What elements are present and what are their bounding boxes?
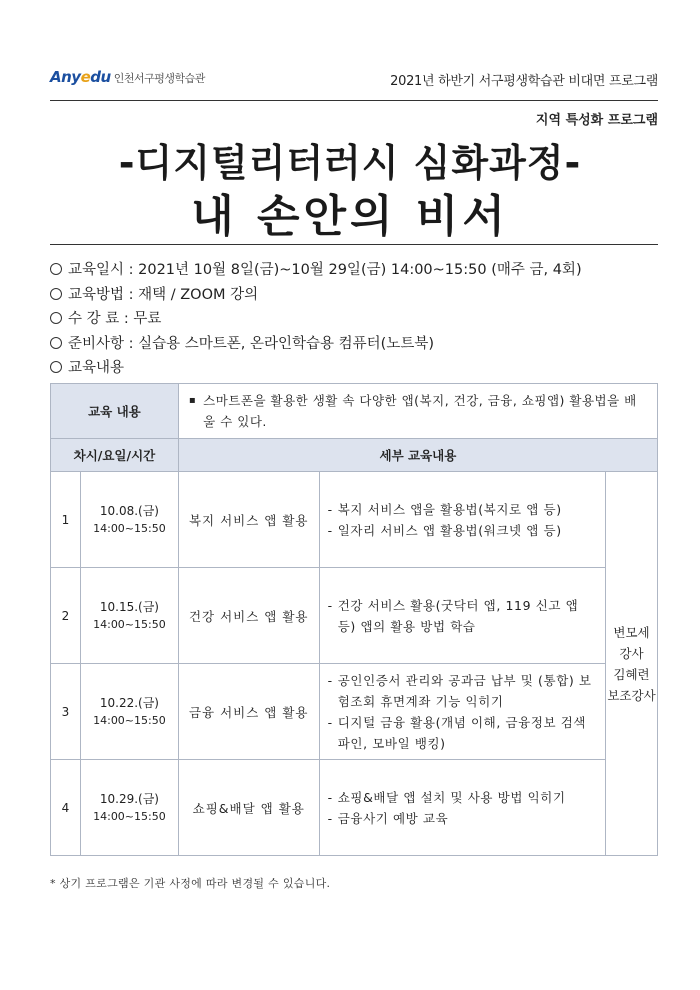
info-list: [50, 258, 660, 381]
schedule-table: [50, 383, 658, 856]
subtitle: 지역 특성화 프로그램: [535, 113, 658, 128]
info-preparation: 준비사항 : 실습용 스마트폰, 온라인학습용 컴퓨터(노트북): [50, 332, 660, 357]
session-number: 2: [51, 568, 81, 664]
table-row: [51, 568, 658, 664]
circle-bullet-icon: [50, 263, 62, 275]
institution-logo: [50, 68, 205, 86]
info-content: 교육내용: [50, 356, 660, 381]
content-description: ▪ 스마트폰을 활용한 생활 속 다양한 앱(복지, 건강, 금융, 쇼핑앱) 활용법을 배울 수 있다.: [178, 384, 657, 439]
session-topic: 쇼핑&배달 앱 활용: [178, 760, 319, 856]
session-details: - 공인인증서 관리와 공과금 납부 및 (통합) 보험조회 휴면계좌 기능 익히기 - 디지털 금융 활용(개념 이해, 금융정보 검색 파인, 모바일 뱅킹): [319, 664, 605, 760]
title-divider: [50, 244, 658, 245]
session-topic: 건강 서비스 앱 활용: [178, 568, 319, 664]
circle-bullet-icon: [50, 288, 62, 300]
session-details: - 복지 서비스 앱을 활용법(복지로 앱 등) - 일자리 서비스 앱 활용법(워크넷 앱 등): [319, 472, 605, 568]
circle-bullet-icon: [50, 312, 62, 324]
session-date: 10.29.(금) 14:00~15:50: [80, 760, 178, 856]
content-header: 교육 내용: [51, 384, 179, 439]
session-date: 10.22.(금) 14:00~15:50: [80, 664, 178, 760]
table-row: [51, 760, 658, 856]
content-row: [51, 384, 658, 439]
info-schedule: 교육일시 : 2021년 10월 8일(금)~10월 29일(금) 14:00~15:50 (매주 금, 4회): [50, 258, 660, 283]
session-topic: 복지 서비스 앱 활용: [178, 472, 319, 568]
col-detail-header: 세부 교육내용: [178, 439, 657, 472]
circle-bullet-icon: [50, 337, 62, 349]
page-header: [50, 62, 658, 102]
title-line-1: -디지털리터러시 심화과정-: [118, 141, 582, 185]
session-details: - 쇼핑&배달 앱 설치 및 사용 방법 익히기 - 금융사기 예방 교육: [319, 760, 605, 856]
column-header-row: [51, 439, 658, 472]
table-row: [51, 472, 658, 568]
col-session-header: 차시/요일/시간: [51, 439, 179, 472]
header-divider: [50, 100, 658, 101]
footnote: * 상기 프로그램은 기관 사정에 따라 변경될 수 있습니다.: [50, 877, 331, 890]
session-topic: 금융 서비스 앱 활용: [178, 664, 319, 760]
logo-org-name: 인천서구평생학습관: [113, 72, 205, 85]
info-method: 교육방법 : 재택 / ZOOM 강의: [50, 283, 660, 308]
program-label: 2021년 하반기 서구평생학습관 비대면 프로그램: [390, 74, 658, 89]
session-date: 10.15.(금) 14:00~15:50: [80, 568, 178, 664]
circle-bullet-icon: [50, 361, 62, 373]
table-row: [51, 664, 658, 760]
instructor-cell: 변모세 강사 김혜련 보조강사: [606, 472, 658, 856]
info-fee: 수 강 료 : 무료: [50, 307, 660, 332]
session-date: 10.08.(금) 14:00~15:50: [80, 472, 178, 568]
session-details: - 건강 서비스 활용(굿닥터 앱, 119 신고 앱 등) 앱의 활용 방법 학습: [319, 568, 605, 664]
session-number: 1: [51, 472, 81, 568]
title-line-2: 내 손안의 비서: [191, 191, 509, 242]
logo-wordmark: Anyedu: [50, 68, 111, 86]
session-number: 3: [51, 664, 81, 760]
session-number: 4: [51, 760, 81, 856]
square-bullet-icon: ▪: [188, 395, 197, 406]
